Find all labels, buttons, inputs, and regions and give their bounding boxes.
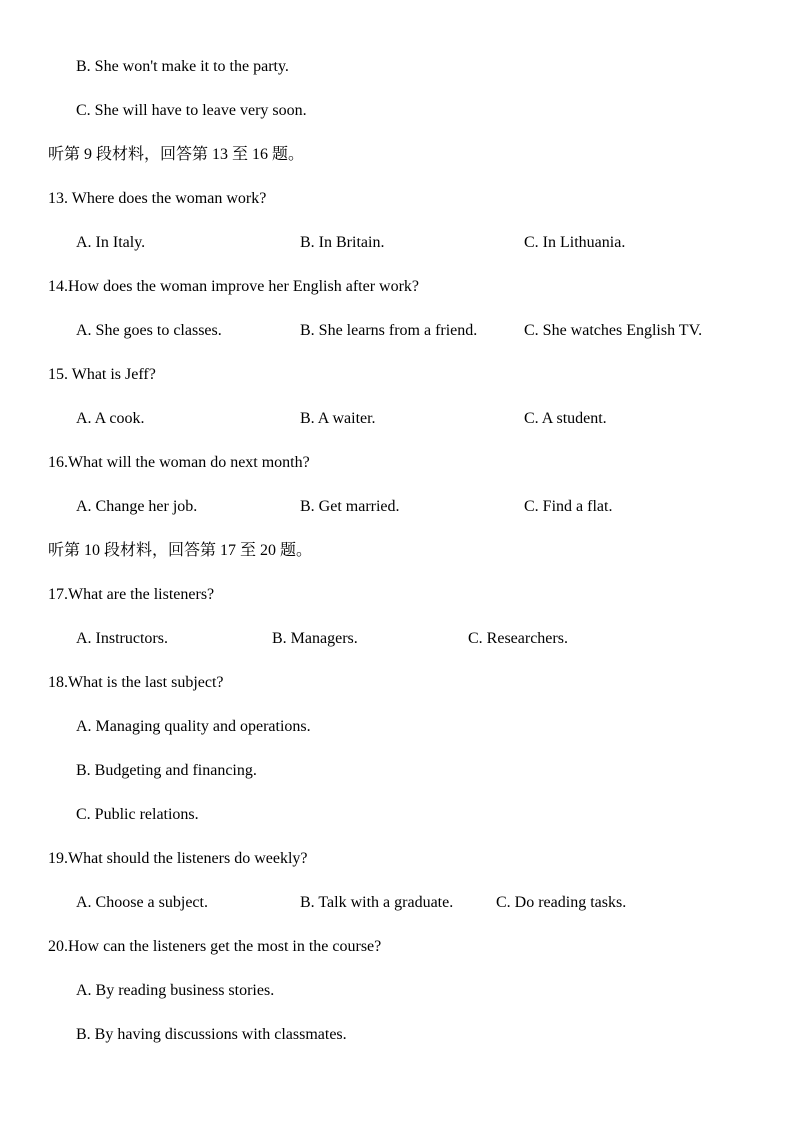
question-16: 16.What will the woman do next month? — [48, 454, 310, 471]
option-c: C. She will have to leave very soon. — [76, 102, 307, 119]
option-b: B. Budgeting and financing. — [76, 762, 257, 779]
option-b: B. Talk with a graduate. — [300, 894, 454, 911]
option-a: A. Instructors. — [76, 630, 168, 647]
option-b: B. In Britain. — [300, 234, 385, 251]
option-c: C. Do reading tasks. — [496, 894, 627, 911]
option-b: B. She learns from a friend. — [300, 322, 478, 339]
question-20: 20.How can the listeners get the most in the course? — [48, 938, 382, 955]
option-b: B. Get married. — [300, 498, 400, 515]
question-19: 19.What should the listeners do weekly? — [48, 850, 308, 867]
question-15: 15. What is Jeff? — [48, 366, 156, 383]
question-14: 14.How does the woman improve her English after work? — [48, 278, 420, 295]
option-b: B. She won't make it to the party. — [76, 58, 289, 75]
option-a: A. A cook. — [76, 410, 145, 427]
option-c: C. A student. — [524, 410, 607, 427]
question-17: 17.What are the listeners? — [48, 586, 215, 603]
option-c: C. Public relations. — [76, 806, 199, 823]
option-a: A. Choose a subject. — [76, 894, 208, 911]
option-c: C. In Lithuania. — [524, 234, 626, 251]
option-a: A. Managing quality and operations. — [76, 718, 311, 735]
option-a: A. By reading business stories. — [76, 982, 275, 999]
option-a: A. She goes to classes. — [76, 322, 222, 339]
option-c: C. She watches English TV. — [524, 322, 703, 339]
question-18: 18.What is the last subject? — [48, 674, 224, 691]
question-13: 13. Where does the woman work? — [48, 190, 267, 207]
section-instruction: 听第 10 段材料，回答第 17 至 20 题。 — [48, 542, 313, 559]
option-b: B. Managers. — [272, 630, 358, 647]
option-b: B. A waiter. — [300, 410, 376, 427]
option-a: A. Change her job. — [76, 498, 198, 515]
option-b: B. By having discussions with classmates. — [76, 1026, 347, 1043]
option-c: C. Researchers. — [468, 630, 568, 647]
option-a: A. In Italy. — [76, 234, 146, 251]
option-c: C. Find a flat. — [524, 498, 613, 515]
section-instruction: 听第 9 段材料，回答第 13 至 16 题。 — [48, 146, 305, 163]
